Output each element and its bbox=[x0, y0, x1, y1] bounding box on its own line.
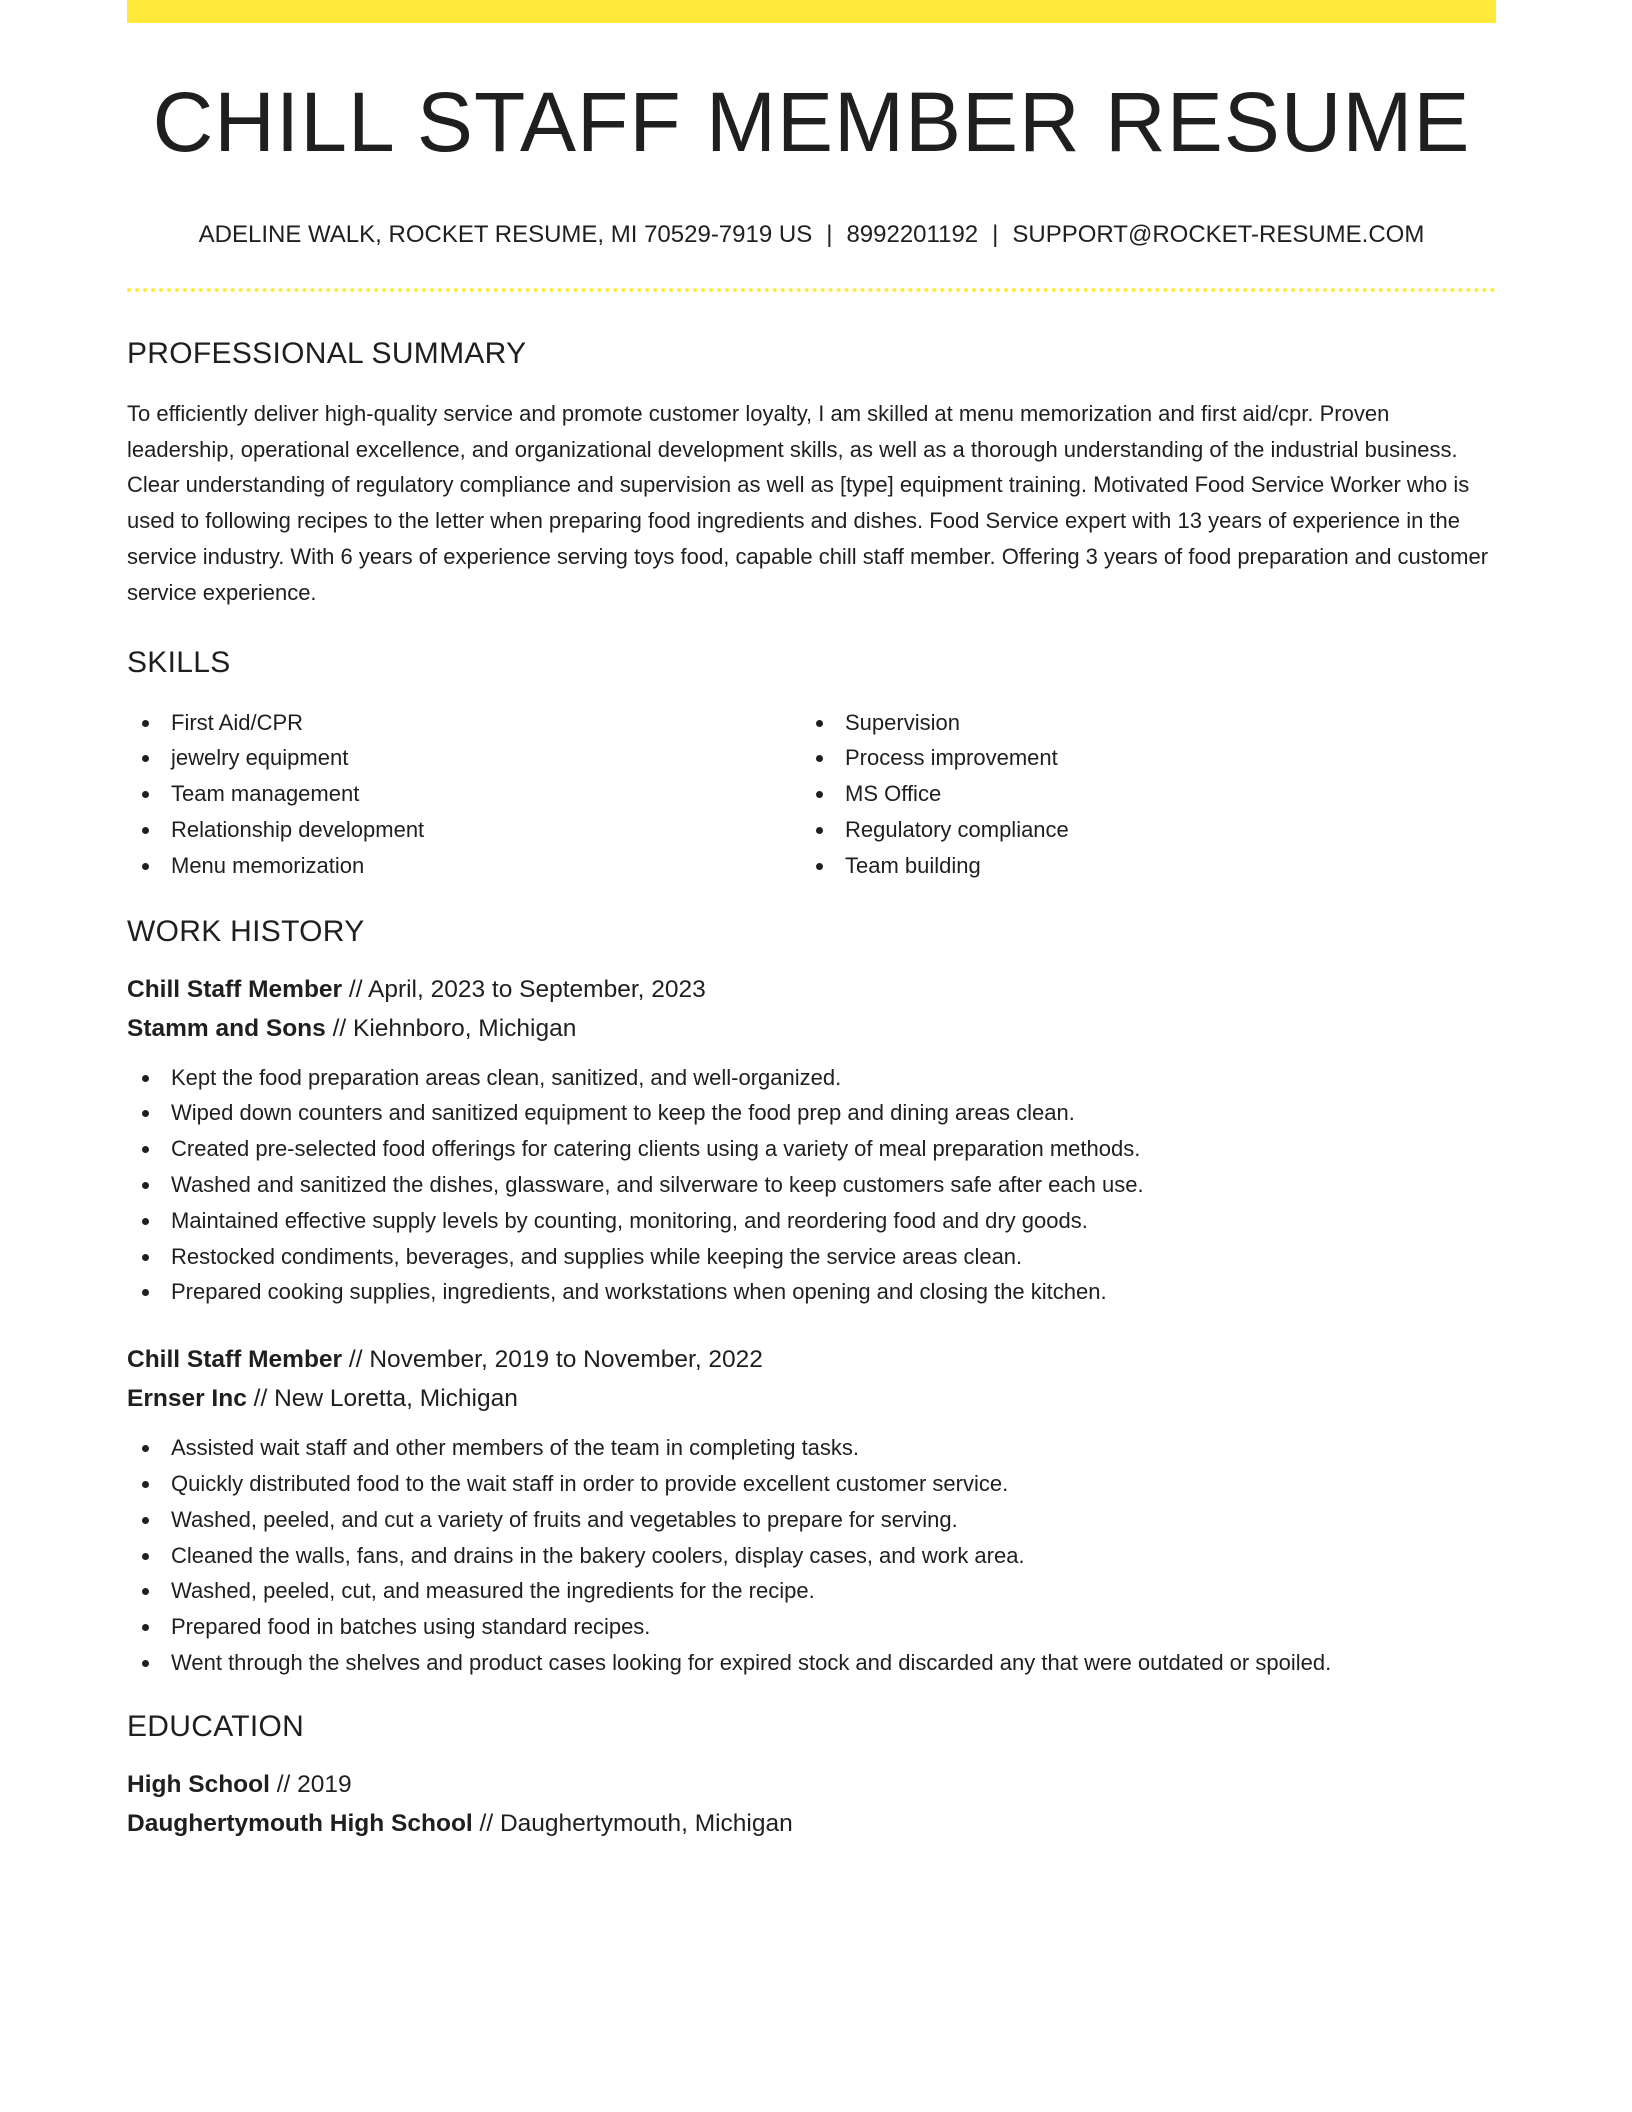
job-company: Ernser Inc bbox=[127, 1385, 247, 1413]
field-separator: // bbox=[325, 1014, 353, 1042]
contact-separator: | bbox=[992, 221, 999, 248]
skill-item: First Aid/CPR bbox=[127, 705, 801, 741]
skills-list-right bbox=[801, 705, 1475, 884]
skill-item: Team management bbox=[127, 776, 801, 812]
education-year: 2019 bbox=[297, 1770, 352, 1798]
education-location: Daughertymouth, Michigan bbox=[499, 1809, 793, 1837]
skill-item: Regulatory compliance bbox=[801, 812, 1475, 848]
job-duty: Assisted wait staff and other members of the team in completing tasks. bbox=[127, 1430, 1496, 1466]
job-title-line bbox=[127, 970, 1496, 1009]
summary-text: To efficiently deliver high-quality service and promote customer loyalty, I am skilled at menu memorization and first aid/cpr. Proven leadership, operational excellence, and organizational development skills, as well as a thorough understanding of the industrial business. Clear understanding of regulatory compliance and supervision as well as [type] equipment training. Motivated Food Service Worker who is used to following recipes to the letter when preparing food ingredients and dishes. Food Service expert with 13 years of experience in the service industry. With 6 years of experience serving toys food, capable chill staff member. Offering 3 years of food preparation and customer service experience. bbox=[127, 400, 1489, 605]
accent-bar bbox=[127, 0, 1496, 23]
skills-heading: SKILLS bbox=[127, 645, 231, 679]
job-title: Chill Staff Member bbox=[127, 975, 343, 1003]
job-duty: Washed, peeled, cut, and measured the ingredients for the recipe. bbox=[127, 1573, 1496, 1609]
job-duty: Wiped down counters and sanitized equipment to keep the food prep and dining areas clean. bbox=[127, 1095, 1496, 1131]
skills-list-left bbox=[127, 705, 801, 884]
job-location: Kiehnboro, Michigan bbox=[353, 1014, 577, 1042]
education-degree-line bbox=[127, 1765, 1496, 1804]
job-duty: Washed, peeled, and cut a variety of fruits and vegetables to prepare for serving. bbox=[127, 1502, 1496, 1538]
dotted-divider bbox=[127, 288, 1496, 292]
job-entry bbox=[127, 1340, 1496, 1681]
skill-item: Menu memorization bbox=[127, 848, 801, 884]
education-heading: EDUCATION bbox=[127, 1709, 305, 1743]
contact-separator: | bbox=[826, 221, 833, 248]
job-dates: April, 2023 to September, 2023 bbox=[367, 975, 706, 1003]
skill-item: Relationship development bbox=[127, 812, 801, 848]
job-duty: Quickly distributed food to the wait staff in order to provide excellent customer service. bbox=[127, 1466, 1496, 1502]
field-separator: // bbox=[269, 1770, 298, 1798]
job-title-line bbox=[127, 1340, 1496, 1379]
job-duty: Created pre-selected food offerings for catering clients using a variety of meal preparation methods. bbox=[127, 1131, 1496, 1167]
job-duties-list bbox=[127, 1430, 1496, 1681]
job-dates: November, 2019 to November, 2022 bbox=[369, 1346, 763, 1374]
job-duty: Restocked condiments, beverages, and supplies while keeping the service areas clean. bbox=[127, 1239, 1496, 1275]
skill-item: Team building bbox=[801, 848, 1475, 884]
job-duty: Prepared food in batches using standard recipes. bbox=[127, 1609, 1496, 1645]
summary-heading: PROFESSIONAL SUMMARY bbox=[127, 336, 527, 370]
contact-phone: 8992201192 bbox=[846, 221, 979, 248]
job-entry bbox=[127, 970, 1496, 1311]
education-school: Daughertymouth High School bbox=[127, 1809, 473, 1837]
job-duty: Kept the food preparation areas clean, sanitized, and well-organized. bbox=[127, 1060, 1496, 1096]
job-duty: Maintained effective supply levels by counting, monitoring, and reordering food and dry goods. bbox=[127, 1203, 1496, 1239]
education-degree: High School bbox=[127, 1770, 270, 1798]
skill-item: MS Office bbox=[801, 776, 1475, 812]
contact-line bbox=[127, 221, 1496, 250]
job-duty: Prepared cooking supplies, ingredients, and workstations when opening and closing the kitchen. bbox=[127, 1274, 1496, 1310]
job-duties-list bbox=[127, 1060, 1496, 1311]
contact-email: SUPPORT@ROCKET-RESUME.COM bbox=[1012, 221, 1425, 248]
work-history-heading: WORK HISTORY bbox=[127, 914, 365, 948]
job-company-line bbox=[127, 1009, 1496, 1048]
skills-grid bbox=[127, 705, 1496, 884]
resume-page bbox=[127, 0, 1496, 1843]
job-duty: Washed and sanitized the dishes, glassware, and silverware to keep customers safe after each use. bbox=[127, 1167, 1496, 1203]
job-title: Chill Staff Member bbox=[127, 1346, 343, 1374]
job-duty: Went through the shelves and product cases looking for expired stock and discarded any that were outdated or spoiled. bbox=[127, 1645, 1496, 1681]
field-separator: // bbox=[342, 975, 368, 1003]
education-school-line bbox=[127, 1804, 1496, 1843]
field-separator: // bbox=[246, 1385, 275, 1413]
job-location: New Loretta, Michigan bbox=[274, 1385, 518, 1413]
contact-address: ADELINE WALK, ROCKET RESUME, MI 70529-7919 US bbox=[198, 221, 813, 248]
resume-title: CHILL STAFF MEMBER RESUME bbox=[152, 75, 1471, 169]
job-company-line bbox=[127, 1379, 1496, 1418]
job-duty: Cleaned the walls, fans, and drains in the bakery coolers, display cases, and work area. bbox=[127, 1538, 1496, 1574]
skill-item: jewelry equipment bbox=[127, 740, 801, 776]
field-separator: // bbox=[342, 1346, 370, 1374]
field-separator: // bbox=[472, 1809, 500, 1837]
skill-item: Process improvement bbox=[801, 740, 1475, 776]
skill-item: Supervision bbox=[801, 705, 1475, 741]
job-company: Stamm and Sons bbox=[127, 1014, 326, 1042]
